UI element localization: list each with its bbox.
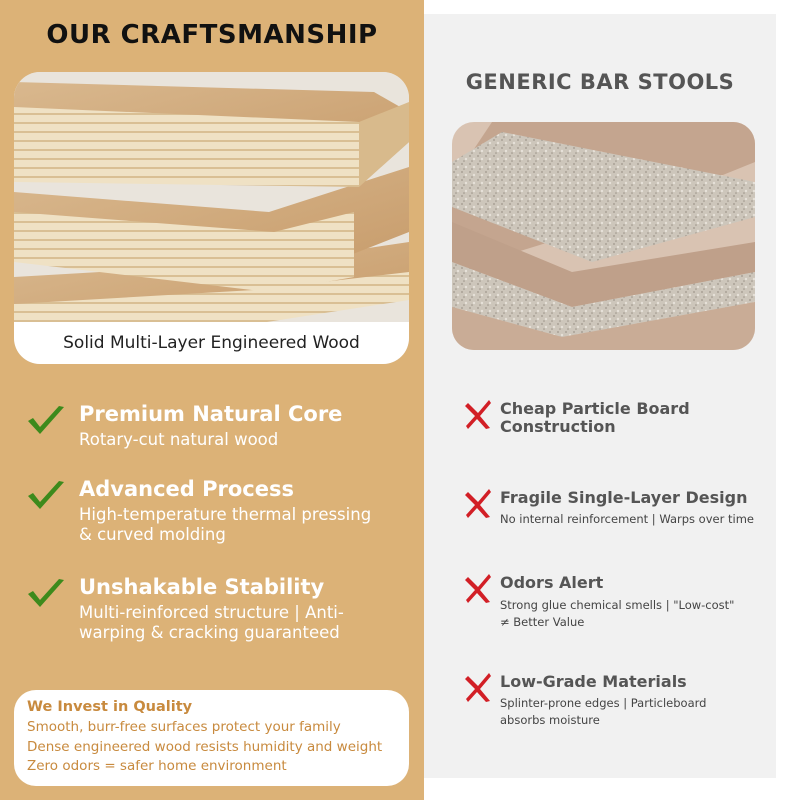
generic-title: GENERIC BAR STOOLS	[465, 70, 735, 94]
issue-title: Low-Grade Materials	[500, 672, 687, 691]
quality-title: We Invest in Quality	[27, 699, 193, 715]
issue-desc: Strong glue chemical smells | "Low-cost" ≠ Better Value	[500, 598, 735, 629]
feature-desc: Multi-reinforced structure | Anti-warping & cracking guaranteed	[79, 603, 344, 642]
particle-board-photo	[452, 122, 755, 350]
plywood-illustration	[14, 72, 409, 364]
quality-line: Dense engineered wood resists humidity and weight	[27, 738, 383, 755]
cross-icon	[464, 574, 492, 604]
cross-icon	[464, 673, 492, 703]
generic-panel	[424, 0, 800, 800]
issue-title: Cheap Particle Board Construction	[500, 399, 690, 436]
cross-icon	[464, 489, 492, 519]
cross-icon	[464, 400, 492, 430]
engineered-wood-photo	[14, 72, 409, 364]
issue-title: Odors Alert	[500, 573, 604, 592]
check-icon	[26, 404, 66, 438]
issue-desc: Splinter-prone edges | Particleboard absorbs moisture	[500, 696, 707, 727]
feature-title: Premium Natural Core	[79, 402, 343, 426]
feature-title: Unshakable Stability	[79, 575, 325, 599]
check-icon	[26, 479, 66, 513]
issue-desc: No internal reinforcement | Warps over time	[500, 512, 754, 526]
quality-box	[14, 690, 409, 786]
feature-desc: High-temperature thermal pressing & curved molding	[79, 505, 372, 544]
issue-title: Fragile Single-Layer Design	[500, 488, 748, 507]
quality-line: Zero odors = safer home environment	[27, 758, 287, 774]
photo-caption: Solid Multi-Layer Engineered Wood	[14, 322, 409, 364]
particle-board-illustration	[452, 122, 755, 350]
check-icon	[26, 577, 66, 611]
generic-card	[424, 14, 776, 778]
craftsmanship-title: OUR CRAFTSMANSHIP	[46, 20, 378, 50]
feature-desc: Rotary-cut natural wood	[79, 430, 279, 449]
feature-title: Advanced Process	[79, 477, 294, 501]
quality-line: Smooth, burr-free surfaces protect your family	[27, 719, 341, 735]
